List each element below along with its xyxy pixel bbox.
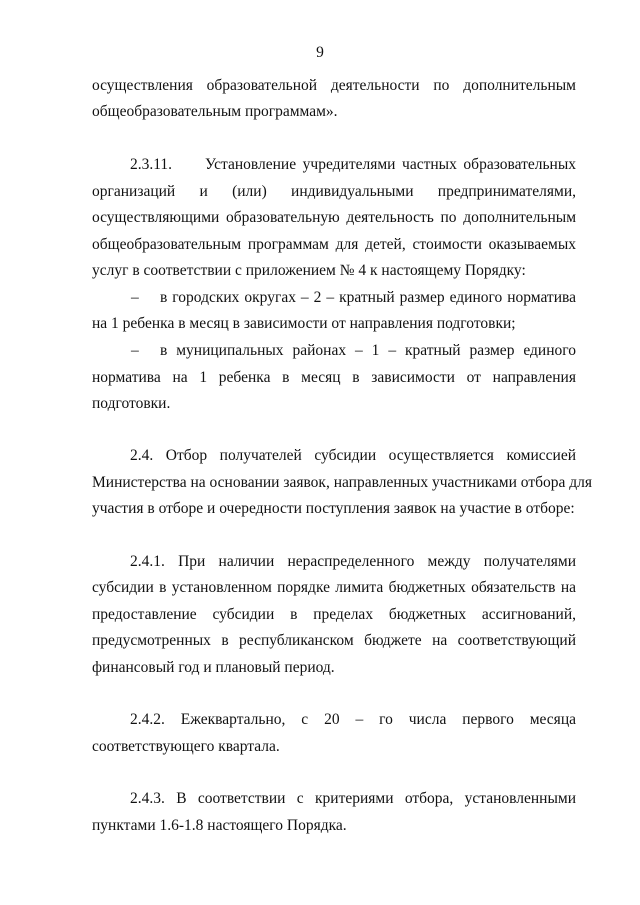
dash-marker: – <box>131 342 139 359</box>
paragraph-line: общеобразовательным программам для детей, стоимости оказываемых <box>92 236 576 253</box>
paragraph-line: Установление учредителями частных образовательных <box>205 156 576 173</box>
page-number: 9 <box>316 44 324 61</box>
paragraph-line: соответствующего квартала. <box>92 738 280 755</box>
paragraph-line: 2.4.1. При наличии нераспределенного между получателями <box>130 553 576 570</box>
paragraph-line: Министерства на основании заявок, направленных участниками отбора для <box>92 474 592 491</box>
dash-marker: – <box>131 289 139 306</box>
paragraph-line: осуществляющими образовательную деятельность по дополнительным <box>92 209 576 226</box>
paragraph-line: услуг в соответствии с приложением № 4 к настоящему Порядку: <box>92 262 526 279</box>
paragraph-line: на 1 ребенка в месяц в зависимости от направления подготовки; <box>92 315 516 332</box>
paragraph-line: подготовки. <box>92 395 171 412</box>
paragraph-line: предусмотренных в республиканском бюджете на соответствующий <box>92 632 576 649</box>
paragraph-line: предоставление субсидии в пределах бюджетных ассигнований, <box>92 606 576 623</box>
paragraph-line: субсидии в установленном порядке лимита бюджетных обязательств на <box>92 579 576 596</box>
paragraph-line: участия в отборе и очередности поступления заявок на участие в отборе: <box>92 500 575 517</box>
paragraph-line: финансовый год и плановый период. <box>92 659 335 676</box>
paragraph-line: норматива на 1 ребенка в месяц в зависимости от направления <box>92 369 576 386</box>
paragraph-line: в муниципальных районах – 1 – кратный размер единого <box>160 342 576 359</box>
paragraph-line: организаций и (или) индивидуальными предпринимателями, <box>92 183 576 200</box>
paragraph-line: в городских округах – 2 – кратный размер единого норматива <box>160 289 576 306</box>
paragraph-line: пунктами 1.6-1.8 настоящего Порядка. <box>92 817 347 834</box>
paragraph-line: осуществления образовательной деятельности по дополнительным <box>92 77 576 94</box>
paragraph-line: 2.4.3. В соответствии с критериями отбора, установленными <box>130 790 576 807</box>
paragraph-line: 2.4.2. Ежеквартально, с 20 – го числа первого месяца <box>130 711 576 728</box>
paragraph-line: общеобразовательным программам». <box>92 103 338 120</box>
clause-number: 2.3.11. <box>130 156 173 173</box>
paragraph-line: 2.4. Отбор получателей субсидии осуществляется комиссией <box>130 447 576 464</box>
